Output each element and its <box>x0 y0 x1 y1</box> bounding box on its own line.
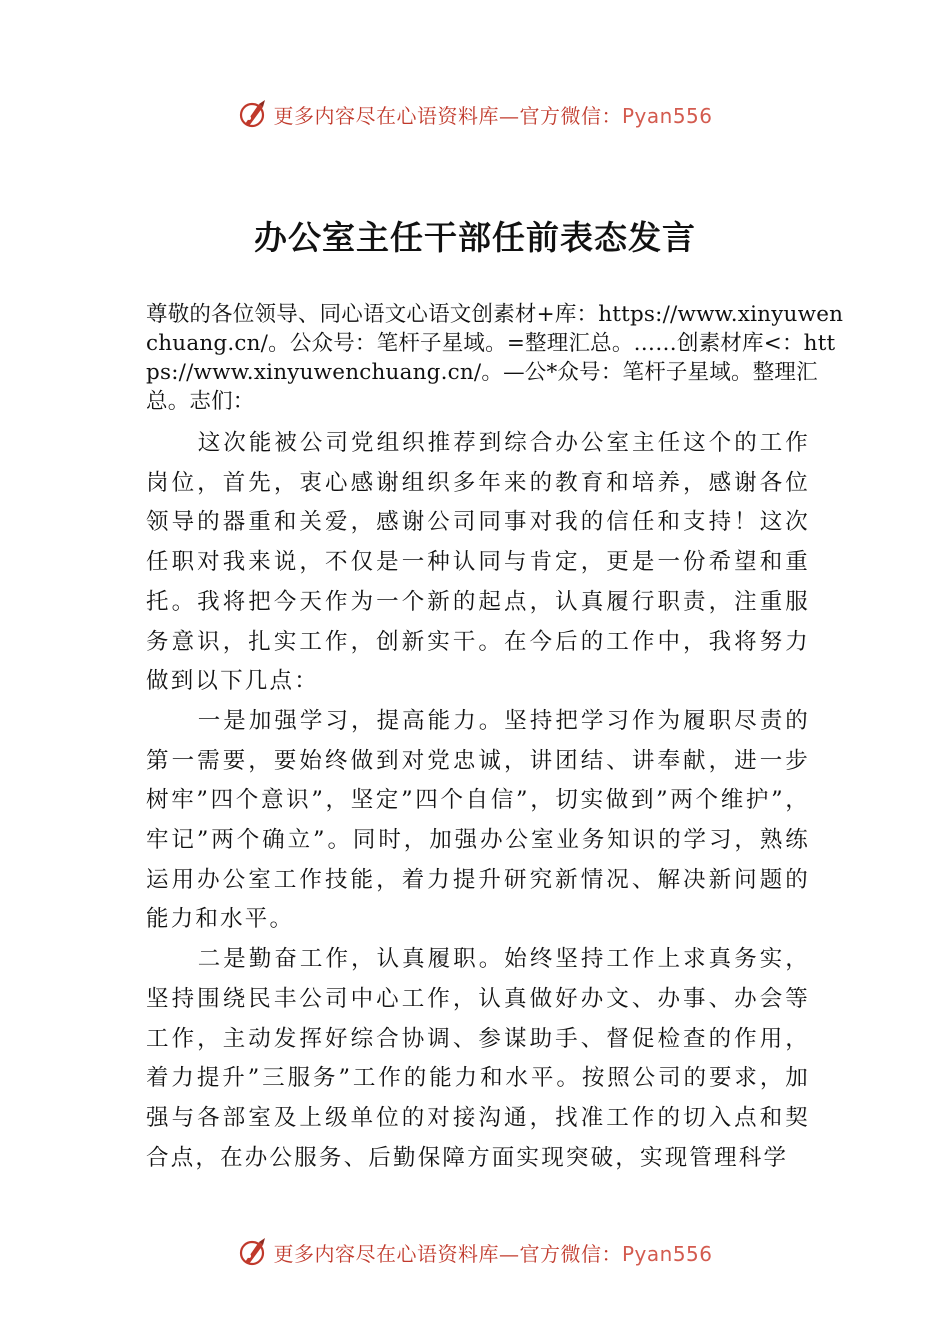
quill-pen-logo-icon <box>237 98 269 130</box>
body-paragraph-2: 一是加强学习，提高能力。坚持把学习作为履职尽责的第一需要，要始终做到对党忠诚，讲团结、讲奉献，进一步树牢”四个意识”，坚定”四个自信”，切实做到”两个维护”，牢记”两个确立”。同时，加强办公室业务知识的学习，熟练运用办公室工作技能，着力提升研究新情况、解决新问题的能力和水平。 <box>146 707 810 933</box>
header-wechat-id: Pyan556 <box>621 103 713 128</box>
body-paragraph-3: 二是勤奋工作，认真履职。始终坚持工作上求真务实，坚持围绕民丰公司中心工作，认真做好办文、办事、办会等工作，主动发挥好综合协调、参谋助手、督促检查的作用，着力提升”三服务”工作的能力和水平。按照公司的要求，加强与各部室及上级单位的对接沟通，找准工作的切入点和契合点，在办公服务、后勤保障方面实现突破，实现管理科学 <box>146 946 810 1171</box>
footer-banner <box>0 1230 950 1274</box>
header-banner-text: 更多内容尽在心语资料库—官方微信：Pyan556 <box>273 103 713 128</box>
footer-wechat-id: Pyan556 <box>621 1241 713 1266</box>
quill-pen-logo-icon <box>237 1236 269 1268</box>
salutation-paragraph: 尊敬的各位领导、同心语文心语文创素材+库：https://www.xinyuwenchuang.cn/。公众号：笔杆子星域。=整理汇总。……创素材库<：https://www.xinyuwenchuang.cn/。—公*众号：笔杆子星域。整理汇总。志们： <box>146 302 844 414</box>
body-paragraph-1: 这次能被公司党组织推荐到综合办公室主任这个的工作岗位，首先，衷心感谢组织多年来的教育和培养，感谢各位领导的器重和关爱，感谢公司同事对我的信任和支持！这次任职对我来说，不仅是一种认同与肯定，更是一份希望和重托。我将把今天作为一个新的起点，认真履行职责，注重服务意识，扎实工作，创新实干。在今后的工作中，我将努力做到以下几点： <box>146 430 810 695</box>
footer-banner-text: 更多内容尽在心语资料库—官方微信：Pyan556 <box>273 1241 713 1266</box>
header-banner <box>0 92 950 136</box>
document-title: 办公室主任干部任前表态发言 <box>254 218 696 257</box>
document-body <box>146 424 810 1178</box>
